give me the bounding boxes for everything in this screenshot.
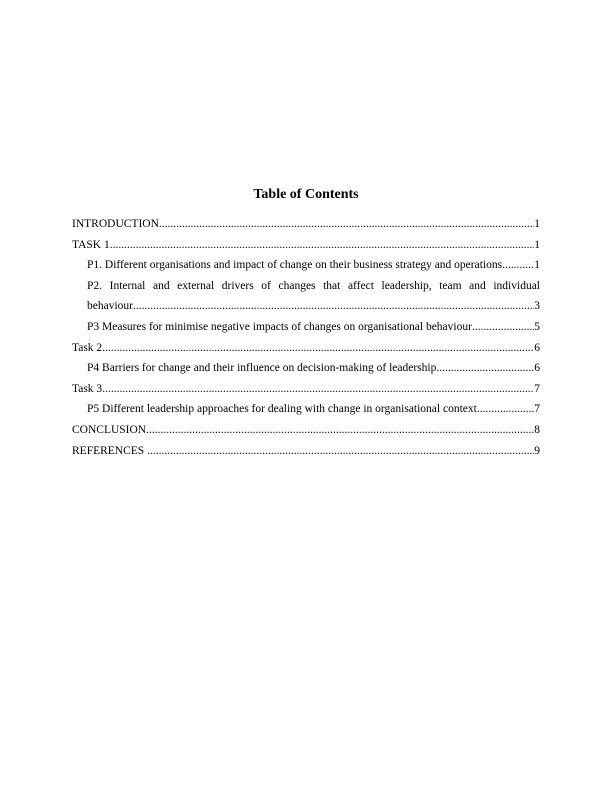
- dot-leader: [477, 399, 534, 420]
- toc-page-number: 1: [534, 218, 540, 230]
- toc-entry-conclusion[interactable]: [72, 420, 540, 441]
- toc-entry-introduction[interactable]: [72, 214, 540, 235]
- toc-entry-references[interactable]: [72, 441, 540, 462]
- toc-entry-label-line-1: P2. Internal and external drivers of changes that affect leadership, team and individual: [87, 279, 540, 292]
- toc-entry-label: Task 2: [72, 341, 103, 354]
- dot-leader: [505, 255, 534, 276]
- toc-entry-p5[interactable]: [72, 399, 540, 420]
- toc-entry-label: CONCLUSION: [72, 423, 147, 436]
- toc-entry-line-2: [87, 296, 540, 317]
- toc-title: Table of Contents: [253, 187, 359, 202]
- toc-page-number: 3: [534, 300, 540, 313]
- toc-entry-label: REFERENCES: [72, 444, 148, 457]
- toc-entry-p1[interactable]: [72, 255, 540, 276]
- toc-page-number: 7: [534, 403, 540, 416]
- toc-page-number: 9: [534, 444, 540, 457]
- toc-entry-label-line-2: behaviour: [87, 300, 133, 313]
- toc-page-number: 6: [534, 362, 540, 375]
- toc-page-number: 1: [534, 238, 540, 251]
- table-of-contents: [72, 214, 540, 461]
- toc-page-number: 7: [534, 382, 540, 395]
- dot-leader: [102, 379, 534, 400]
- toc-entry-p2[interactable]: [72, 276, 540, 317]
- dot-leader: [133, 296, 534, 317]
- dot-leader: [436, 358, 534, 379]
- toc-entry-label: P3 Measures for minimise negative impacts of changes on organisational behaviour: [87, 320, 472, 333]
- toc-page-number: 6: [534, 341, 540, 354]
- toc-entry-label: P1. Different organisations and impact of change on their business strategy and operations.: [87, 259, 505, 272]
- toc-page-number: 8: [534, 423, 540, 436]
- toc-page-number: 5: [534, 320, 540, 333]
- dot-leader: [102, 338, 534, 359]
- toc-page-number: 1: [534, 259, 540, 272]
- dot-leader: [472, 317, 534, 338]
- toc-entry-p4[interactable]: [72, 358, 540, 379]
- toc-entry-task-2[interactable]: [72, 338, 540, 359]
- dot-leader: [110, 235, 535, 256]
- toc-entry-p3[interactable]: [72, 317, 540, 338]
- toc-entry-label: TASK 1: [72, 238, 110, 251]
- toc-entry-task-3[interactable]: [72, 379, 540, 400]
- toc-entry-label: P5 Different leadership approaches for dealing with change in organisational context: [87, 403, 477, 416]
- dot-leader: [147, 441, 534, 462]
- dot-leader: [159, 214, 534, 235]
- toc-entry-label: P4 Barriers for change and their influence on decision-making of leadership: [87, 362, 437, 375]
- toc-entry-label: INTRODUCTION: [72, 218, 159, 230]
- toc-entry-label: Task 3: [72, 382, 103, 395]
- toc-entry-task-1[interactable]: [72, 235, 540, 256]
- dot-leader: [146, 420, 534, 441]
